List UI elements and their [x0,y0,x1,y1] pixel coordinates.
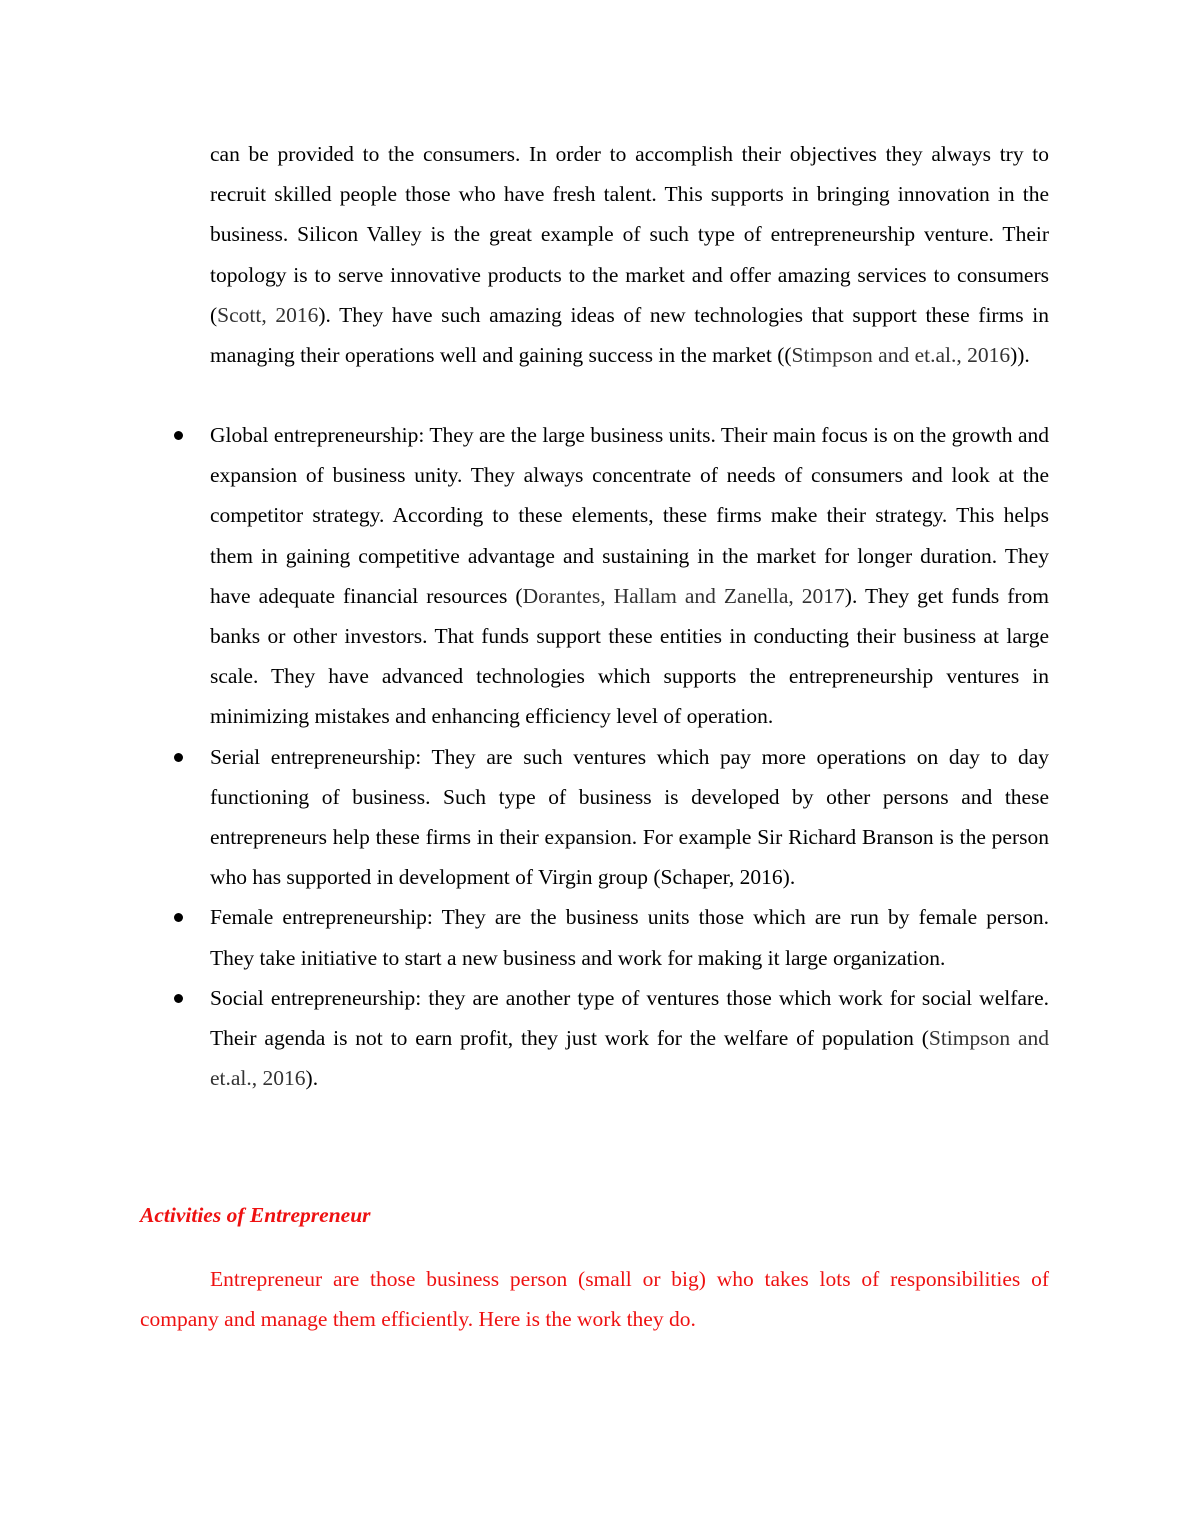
continuation-text-a: can be provided to the consumers. In order to accomplish their objectives they always try to recruit skilled people those who have fresh talent. This supports in bringing innovation in the business. Silicon Valley is the great example of such type of entrepreneurship venture. Their topology is to serve innovative products to the market and offer amazing services to consumers ( [210,142,1049,327]
social-text-b: ). [305,1066,319,1091]
bullet-icon [174,913,183,922]
social-text-a: Social entrepreneurship: they are another type of ventures those which work for social welfare. Their agenda is not to earn profit, they just work for the welfare of population ( [210,985,1049,1051]
global-text-b: ). They get funds from banks or other investors. That funds support these entities in conducting their business at large scale. They have advanced technologies which supports the entrepreneurship ventures in minimizing mistakes and enhancing efficiency level of operation. [210,583,1049,729]
citation-scott: Scott, 2016 [217,302,319,327]
list-item-global [210,415,1049,737]
list-item-female [210,897,1049,977]
continuation-text-b: ). They have such amazing ideas of new technologies that support these firms in managing their operations well and gaining success in the market (( [210,302,1050,368]
citation-dorantes: Dorantes, Hallam and Zanella, 2017 [522,583,845,608]
serial-text: Serial entrepreneurship: They are such ventures which pay more operations on day to day functioning of business. Such type of business is developed by other persons and these entrepreneurs help these firms in their expansion. For example Sir Richard Branson is the person who has supported in development of Virgin group (Schaper, 2016). [210,744,1049,890]
list-item-social [210,978,1049,1099]
bullet-icon [174,753,183,762]
citation-stimpson: Stimpson and et.al., 2016 [791,343,1011,368]
entrepreneurship-types-list [210,415,1049,1098]
continuation-paragraph [210,134,1049,375]
bullet-icon [174,994,183,1003]
bullet-icon [174,431,183,440]
section-heading: Activities of Entrepreneur [140,1203,371,1227]
continuation-text-c: )). [1010,343,1030,368]
global-text-a: Global entrepreneurship: They are the large business units. Their main focus is on the growth and expansion of business unity. They always concentrate of needs of consumers and look at the competitor strategy. According to these elements, these firms make their strategy. This helps them in gaining competitive advantage and sustaining in the market for longer duration. They have adequate financial resources ( [210,423,1049,608]
closing-paragraph: Entrepreneur are those business person (small or big) who takes lots of responsibilities of company and manage them efficiently. Here is the work they do. [140,1267,1049,1332]
citation-stimpson-2: Stimpson and et.al., 2016 [210,1026,1049,1091]
female-text: Female entrepreneurship: They are the business units those which are run by female person. They take initiative to start a new business and work for making it large organization. [210,905,1049,970]
list-item-serial [210,737,1049,898]
